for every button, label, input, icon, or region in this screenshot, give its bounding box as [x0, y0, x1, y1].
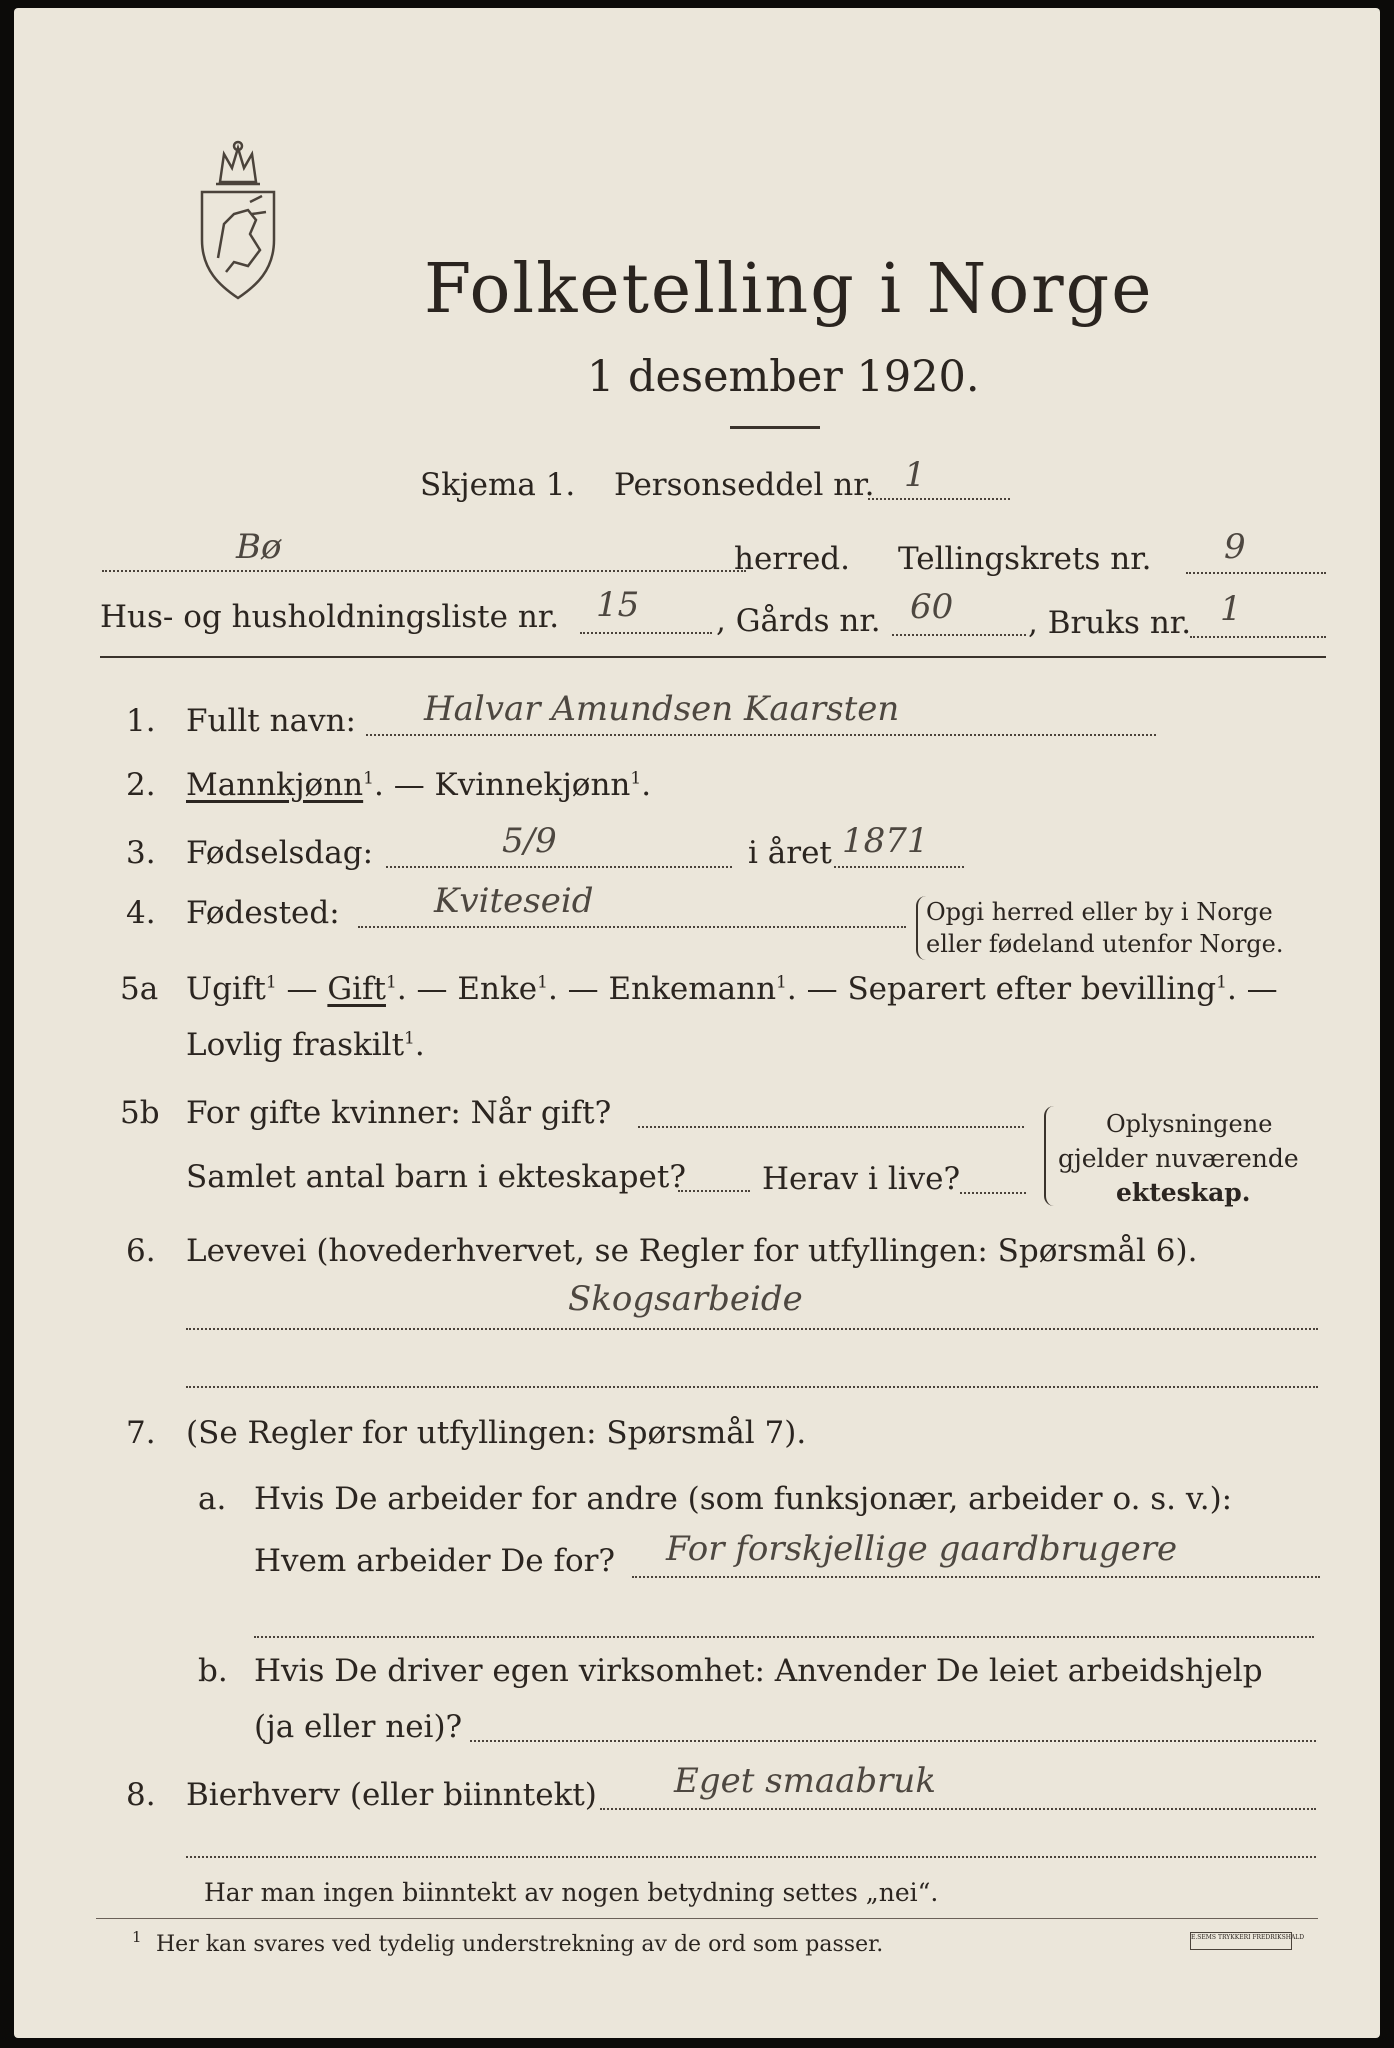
q5a-options: Ugift$^1$ — Gift$^1$. — Enke$^1$. — Enkemann$^1$. — Separert efter bevilling$^1$. — — [186, 971, 1278, 1007]
q2-number: 2. — [126, 767, 156, 803]
aaret-label: i året — [748, 835, 832, 871]
option-ugift[interactable]: Ugift — [186, 971, 266, 1007]
q4-note-brace — [916, 896, 926, 960]
q3-label: Fødselsdag: — [186, 835, 374, 871]
q7-number: 7. — [126, 1415, 156, 1451]
occupation-value[interactable]: Skogsarbeide — [568, 1279, 803, 1319]
hired-help-line — [470, 1740, 1316, 1742]
employer-line2 — [254, 1636, 1314, 1638]
footnote-mark: 1 — [132, 1928, 142, 1946]
option-enke[interactable]: Enke — [457, 971, 538, 1007]
option-mannkjonn[interactable]: Mannkjønn — [186, 767, 364, 803]
form-title: Folketelling i Norge — [424, 250, 1154, 329]
married-when-line — [638, 1126, 1024, 1128]
husholdningsliste-line — [580, 632, 712, 634]
occupation-line2 — [186, 1386, 1318, 1388]
title-divider — [730, 426, 820, 429]
q5b-label2: Samlet antal barn i ekteskapet? — [186, 1159, 686, 1195]
q7a-number: a. — [198, 1481, 227, 1517]
footnote-text: Her kan svares ved tydelig understrekning av de ord som passer. — [156, 1932, 884, 1957]
option-kvinnekjonn[interactable]: Kvinnekjønn — [434, 767, 631, 803]
aaret-line — [834, 866, 964, 868]
q3-number: 3. — [126, 835, 156, 871]
q5b-number: 5b — [120, 1095, 160, 1131]
q5a-options-line2: Lovlig fraskilt$^1$. — [186, 1027, 425, 1063]
q5b-note-brace — [1044, 1106, 1054, 1206]
q1-label: Fullt navn: — [186, 703, 356, 739]
census-form-sheet — [14, 8, 1380, 2038]
employer-value[interactable]: For forskjellige gaardbrugere — [666, 1529, 1178, 1569]
q5b-label1: For gifte kvinner: Når gift? — [186, 1095, 612, 1131]
personseddel-line — [868, 498, 1010, 500]
herred-label: herred. — [734, 541, 850, 577]
husholdningsliste-label: Hus- og husholdningsliste nr. — [100, 599, 560, 635]
bruks-line — [1190, 636, 1326, 638]
q5b-note1: Oplysningene — [1106, 1110, 1273, 1138]
employer-line — [632, 1576, 1320, 1578]
tellingskrets-line — [1186, 572, 1326, 574]
q5a-number: 5a — [120, 971, 159, 1007]
schema-label: Skjema 1. — [420, 467, 576, 503]
q4-number: 4. — [126, 895, 156, 931]
children-line — [678, 1190, 750, 1192]
alive-line — [960, 1192, 1026, 1194]
herav-label: Herav i live? — [762, 1161, 961, 1197]
option-enkemann[interactable]: Enkemann — [608, 971, 777, 1007]
option-gift[interactable]: Gift — [327, 971, 386, 1007]
q7b-label2: (ja eller nei)? — [254, 1709, 463, 1745]
q1-line — [366, 734, 1156, 736]
q7b-number: b. — [198, 1653, 228, 1689]
q5b-note3: ekteskap. — [1116, 1178, 1251, 1207]
birthday-line — [386, 866, 732, 868]
q4-note-line2: eller fødeland utenfor Norge. — [926, 930, 1284, 958]
birthplace-value[interactable]: Kviteseid — [434, 881, 594, 921]
gards-value[interactable]: 60 — [910, 587, 954, 627]
bruks-label: , Bruks nr. — [1028, 605, 1192, 641]
q6-number: 6. — [126, 1233, 156, 1269]
q1-number: 1. — [126, 703, 156, 739]
q6-label: Levevei (hovederhvervet, se Regler for utfyllingen: Spørsmål 6). — [186, 1233, 1198, 1269]
occupation-line1 — [186, 1328, 1318, 1330]
bruks-value[interactable]: 1 — [1220, 589, 1242, 629]
personseddel-label: Personseddel nr. — [614, 467, 875, 503]
option-separert[interactable]: Separert efter bevilling — [847, 971, 1217, 1007]
q4-note-line1: Opgi herred eller by i Norge — [926, 898, 1273, 926]
option-lovlig-fraskilt[interactable]: Lovlig fraskilt — [186, 1027, 405, 1063]
herred-value[interactable]: Bø — [236, 527, 282, 567]
birthplace-line — [358, 926, 906, 928]
q7b-label1: Hvis De driver egen virksomhet: Anvender De leiet arbeidshjelp — [254, 1653, 1263, 1689]
q7a-label2: Hvem arbeider De for? — [254, 1543, 616, 1579]
q7-label: (Se Regler for utfyllingen: Spørsmål 7). — [186, 1415, 807, 1451]
q2-options: Mannkjønn$^1$. — Kvinnekjønn$^1$. — [186, 767, 652, 803]
herred-line — [102, 570, 746, 572]
q8-number: 8. — [126, 1777, 156, 1813]
tellingskrets-label: Tellingskrets nr. — [898, 541, 1152, 577]
gards-line — [892, 634, 1026, 636]
coat-of-arms-icon — [190, 140, 286, 302]
form-date: 1 desember 1920. — [587, 352, 980, 402]
gards-label: , Gårds nr. — [716, 603, 881, 639]
birth-year-value[interactable]: 1871 — [842, 821, 929, 861]
q4-label: Fødested: — [186, 895, 340, 931]
q5b-note2: gjelder nuværende — [1058, 1144, 1299, 1173]
husholdningsliste-value[interactable]: 15 — [596, 585, 640, 625]
q8-label: Bierhverv (eller biinntekt) — [186, 1777, 597, 1813]
header-rule — [100, 656, 1326, 658]
tellingskrets-value[interactable]: 9 — [1224, 527, 1246, 567]
printer-stamp — [1190, 1932, 1305, 1950]
q7a-label1: Hvis De arbeider for andre (som funksjonær, arbeider o. s. v.): — [254, 1481, 1233, 1517]
printer-stamp-text: E.SEMS TRYKKERI FREDRIKSHALD — [1191, 1934, 1305, 1941]
side-income-line — [600, 1808, 1316, 1810]
footer-rule — [96, 1918, 1318, 1919]
birthday-value[interactable]: 5/9 — [502, 821, 557, 861]
side-income-value[interactable]: Eget smaabruk — [674, 1761, 936, 1801]
footer-note: Har man ingen biinntekt av nogen betydning settes „nei“. — [204, 1878, 939, 1907]
full-name-value[interactable]: Halvar Amundsen Kaarsten — [424, 689, 900, 729]
side-income-line2 — [186, 1856, 1316, 1858]
personseddel-value[interactable]: 1 — [904, 455, 926, 495]
